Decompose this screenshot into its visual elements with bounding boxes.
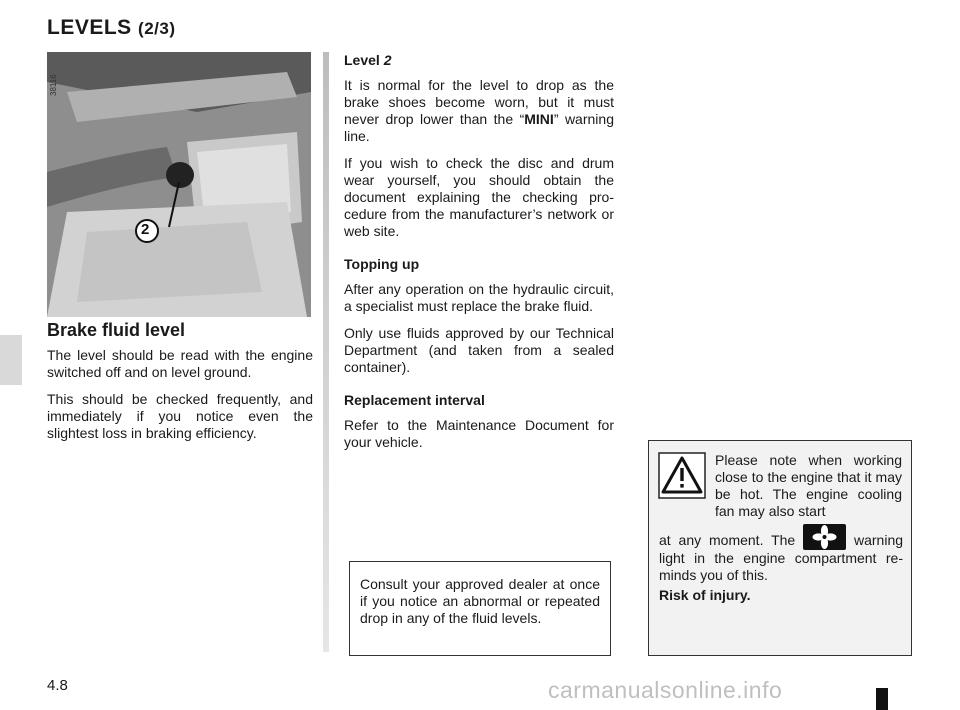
- paragraph: This should be checked frequently, and immediately if you notice even the slightest loss in braking efficiency.: [47, 391, 313, 441]
- left-column: [47, 322, 313, 452]
- paragraph: [344, 77, 614, 145]
- topping-up-heading: Topping up: [344, 256, 420, 272]
- section-heading: Brake fluid level: [47, 320, 186, 340]
- level-number: 2: [383, 52, 392, 68]
- warning-text-continued: [659, 524, 903, 584]
- engine-photo: [47, 52, 311, 317]
- title-part: (2/3): [138, 19, 176, 38]
- warning-box: [648, 440, 912, 656]
- warning-text: Please note when working close to the engine that it may be hot. The engine cooling fan may also start: [715, 452, 902, 519]
- paragraph: After any operation on the hydraulic circuit, a specialist must replace the brake fluid.: [344, 281, 614, 314]
- level-heading: [344, 52, 614, 69]
- page-title: [47, 16, 176, 40]
- paragraph: Only use fluids approved by our Technical Department (and taken from a sealed container).: [344, 325, 614, 375]
- notice-text: Consult your approved dealer at once if you notice an abnormal or repeated drop in any of the fluid levels.: [360, 576, 600, 626]
- replacement-interval-heading: Replacement interval: [344, 392, 485, 408]
- text: at any moment. The: [659, 532, 796, 548]
- mini-label: MINI: [524, 111, 554, 127]
- callout-number: 2: [141, 221, 150, 238]
- text: ” warning line.: [344, 111, 614, 144]
- figure-code: 38116: [49, 74, 58, 96]
- notice-box: [349, 561, 611, 656]
- paragraph: Refer to the Maintenance Document for your vehicle.: [344, 417, 614, 450]
- page-number: 4.8: [47, 677, 68, 694]
- text: It is normal for the level to drop as the brake shoes become worn, but it must never drop lower than the “: [344, 77, 614, 127]
- risk-text: Risk of injury.: [659, 587, 751, 603]
- paragraph: The level should be read with the engine switched off and on level ground.: [47, 347, 313, 380]
- title-text: LEVELS: [47, 16, 132, 39]
- text: warning light in the engine compartment reminds you of this.: [659, 532, 904, 583]
- fan-icon: [803, 524, 846, 550]
- column-divider: [323, 52, 329, 652]
- engine-photo-drawing: [47, 52, 311, 317]
- corner-mark: [876, 688, 888, 710]
- level-label: Level: [344, 52, 380, 68]
- middle-column: [344, 52, 614, 461]
- section-tab: [0, 335, 22, 385]
- warning-triangle-icon: [658, 452, 706, 499]
- paragraph: If you wish to check the disc and drum wear yourself, you should obtain the document explaining the checking procedure from the manufacturer’s network or web site.: [344, 155, 614, 239]
- watermark: carmanualsonline.info: [548, 677, 783, 703]
